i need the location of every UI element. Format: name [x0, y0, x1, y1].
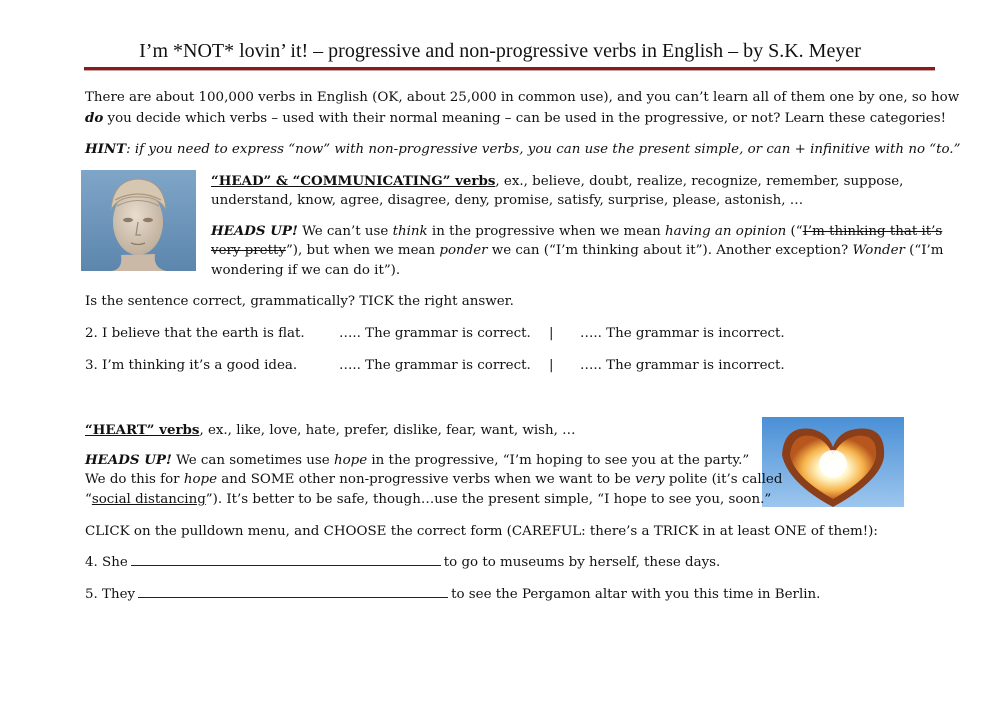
head-line-2: understand, know, agree, disagree, deny, promise, satisfy, surprise, please, astonish, …	[211, 193, 804, 208]
heart-headsup-line-2	[85, 470, 782, 490]
q5-lead: 5. They	[85, 587, 136, 602]
q5-tail: to see the Pergamon altar with you this time in Berlin.	[451, 587, 821, 602]
heart-line-1-text: , ex., like, love, hate, prefer, dislike, fear, want, wish, …	[199, 423, 576, 438]
q2-separator: |	[549, 326, 554, 341]
q4-tail: to go to museums by herself, these days.	[443, 555, 721, 570]
statue-head-illustration	[81, 170, 196, 271]
head-headsup-label: HEADS UP!	[211, 223, 298, 239]
statue-head-image	[81, 170, 196, 271]
ht-t1: We can sometimes use	[171, 453, 334, 468]
hint-line	[85, 139, 960, 160]
ht-t2: in the progressive, “I’m hoping to see you at the party.”	[367, 453, 750, 468]
q3-option-correct[interactable]: ….. The grammar is correct.	[339, 358, 531, 373]
hh-t4: ”), but when we mean	[285, 243, 440, 258]
hh-think: think	[392, 224, 428, 239]
head-headsup-line-1	[211, 221, 942, 242]
hh-t5: we can (“I’m thinking about it”). Another exception?	[487, 243, 853, 258]
head-headsup-line-2	[211, 241, 943, 261]
q2-sentence: 2. I believe that the earth is flat.	[85, 326, 305, 341]
q3-separator: |	[549, 358, 554, 373]
intro-line-1: There are about 100,000 verbs in English (OK, about 25,000 in common use), and you can’t learn all of them one by one, so how	[85, 90, 960, 105]
q3-sentence: 3. I’m thinking it’s a good idea.	[85, 358, 298, 373]
heart-line-1	[85, 420, 576, 441]
ht-t4: and SOME other non-progressive verbs when we want to be	[217, 472, 636, 487]
hh-t2: in the progressive when we mean	[427, 224, 665, 239]
head-headsup-line-3: wondering if we can do it”).	[211, 263, 401, 278]
ht-t5: polite (it’s called	[664, 472, 783, 487]
ht-very: very	[635, 472, 665, 487]
tick-prompt: Is the sentence correct, grammatically? TICK the right answer.	[85, 294, 514, 309]
intro-do: do	[85, 110, 104, 126]
hh-t3: (“	[786, 224, 803, 239]
ht-t6: “	[85, 492, 92, 507]
ht-t3: We do this for	[85, 472, 184, 487]
hint-text: : if you need to express “now” with non-progressive verbs, you can use the present simple, or can + infinitive with no “to.”	[126, 142, 961, 157]
hh-ponder: ponder	[439, 243, 488, 258]
hh-strike-2: very pretty	[211, 243, 286, 258]
hh-opinion: having an opinion	[665, 224, 787, 239]
heart-heading: “HEART” verbs	[85, 422, 200, 438]
intro-line-2-text: you decide which verbs – used with their normal meaning – can be used in the progressive, or not? Learn these categories!	[103, 111, 946, 126]
heart-hands-image	[762, 417, 904, 507]
ht-hope-2: hope	[183, 472, 218, 487]
intro-line-2	[85, 108, 946, 129]
head-heading: “HEAD” & “COMMUNICATING” verbs	[211, 173, 496, 189]
head-line-1-text: , ex., believe, doubt, realize, recognize, remember, suppose,	[495, 174, 904, 189]
hh-strike-1: I’m thinking that it’s	[802, 224, 943, 239]
hh-t1: We can’t use	[297, 224, 393, 239]
worksheet-title: I’m *NOT* lovin’ it! – progressive and non-progressive verbs in English – by S.K. Meyer	[139, 40, 861, 62]
ht-social: social distancing	[91, 492, 206, 507]
title-divider	[84, 67, 935, 70]
q4-lead: 4. She	[85, 555, 128, 570]
head-line-1	[211, 171, 903, 192]
heart-headsup-label: HEADS UP!	[85, 452, 172, 468]
heart-headsup-line-3	[85, 490, 771, 510]
pulldown-prompt: CLICK on the pulldown menu, and CHOOSE the correct form (CAREFUL: there’s a TRICK in at least ONE of them!):	[85, 524, 878, 539]
hint-label: HINT	[85, 141, 127, 157]
q4-row	[85, 553, 720, 573]
ht-hope-1: hope	[333, 453, 368, 468]
q2-option-correct[interactable]: ….. The grammar is correct.	[339, 326, 531, 341]
q5-dropdown[interactable]	[138, 585, 448, 598]
ht-t7: ”). It’s better to be safe, though…use the present simple, “I hope to see you, soon.”	[205, 492, 772, 507]
q2-option-incorrect[interactable]: ….. The grammar is incorrect.	[580, 326, 785, 341]
heart-hands-illustration	[762, 417, 904, 507]
q5-row	[85, 585, 820, 605]
q3-option-incorrect[interactable]: ….. The grammar is incorrect.	[580, 358, 785, 373]
hh-t6: (“I’m	[904, 243, 944, 258]
heart-headsup-line-1	[85, 450, 749, 471]
hh-wonder: Wonder	[852, 243, 905, 258]
q4-dropdown[interactable]	[131, 553, 441, 566]
